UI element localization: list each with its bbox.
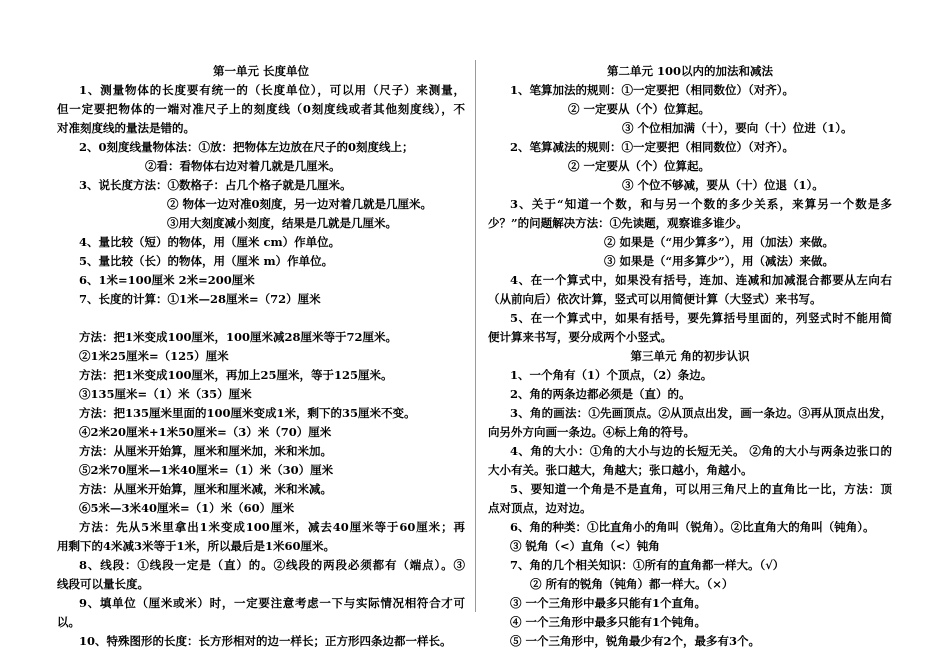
text-line: 方法：把1米变成100厘米，100厘米减28厘米等于72厘米。: [79, 330, 398, 344]
text-line: ③ 锐角（<）直角（<）钝角: [510, 539, 660, 553]
text-line: ② 一定要从（个）位算起。: [568, 159, 711, 173]
text-line: ② 物体一边对准0刻度，另一边对着几就是几厘米。: [167, 197, 433, 211]
column-divider: [475, 60, 476, 612]
unit2-title: 第二单元 100以内的加法和减法: [606, 64, 773, 78]
text-line: 6、角的种类：①比直角小的角叫（锐角）。②比直角大的角叫（钝角）。: [510, 520, 875, 534]
unit1-title: 第一单元 长度单位: [212, 64, 309, 78]
text-line: 大小有关。张口越大，角越大；张口越小，角越小。: [488, 463, 753, 477]
text-line: ⑤2米70厘米—1米40厘米=（1）米（30）厘米: [79, 463, 334, 477]
text-line: 1、测量物体的长度要有统一的（长度单位），可以用（尺子）来测量，: [79, 83, 465, 97]
text-line: 方法：把135厘米里面的100厘米变成1米，剩下的35厘米不变。: [79, 406, 416, 420]
text-line: ②看：看物体右边对着几就是几厘米。: [145, 159, 341, 173]
text-line: 但一定要把物体的一端对准尺子上的刻度线（0刻度线或者其他刻度线），不: [57, 102, 465, 116]
text-line: 以。: [57, 615, 80, 629]
text-line: 5、量比较（长）的物体，用（厘米 m）作单位。: [79, 254, 334, 268]
text-line: 6、1米=100厘米 2米=200厘米: [79, 273, 255, 287]
text-line: ②1米25厘米=（125）厘米: [79, 349, 229, 363]
text-line: 便计算来书写，要分成两个小竖式。: [488, 330, 672, 344]
text-line: 7、角的几个相关知识：①所有的直角都一样大。（√）: [510, 558, 785, 572]
text-line: ② 一定要从（个）位算起。: [568, 102, 711, 116]
text-line: ③ 如果是（“用多算少”），用（减法）来做。: [604, 254, 834, 268]
text-line: ③ 一个三角形中最多只能有1个直角。: [510, 596, 707, 610]
text-line: 3、说长度方法：①数格子：占几个格子就是几厘米。: [79, 178, 352, 192]
text-line: 线段可以量长度。: [57, 577, 149, 591]
text-line: 2、笔算减法的规则：①一定要把（相同数位）（对齐）。: [510, 140, 794, 154]
text-line: 向另外方向画一条边。④标上角的符号。: [488, 425, 695, 439]
text-line: 1、一个角有（1）个顶点，（2）条边。: [510, 368, 713, 382]
text-line: ③用大刻度减小刻度，结果是几就是几厘米。: [167, 216, 397, 230]
text-line: 点对顶点，边对边。: [488, 501, 592, 515]
text-line: 2、0刻度线量物体法：①放：把物体左边放在尺子的0刻度线上；: [79, 140, 414, 154]
unit3-title: 第三单元 角的初步认识: [630, 349, 750, 363]
text-line: ② 所有的锐角（钝角）都一样大。（×）: [530, 577, 734, 591]
text-line: 方法：从厘米开始算，厘米和厘米加，米和米加。: [79, 444, 332, 458]
text-line: 9、填单位（厘米或米）时，一定要注意考虑一下与实际情况相符合才可: [79, 596, 465, 610]
text-line: 2、角的两条边都必须是（直）的。: [510, 387, 691, 401]
text-line: ④ 一个三角形中最多只能有1个钝角。: [510, 615, 707, 629]
text-line: 5、在一个算式中，如果有括号，要先算括号里面的，列竖式时不能用简: [510, 311, 892, 325]
text-line: ④2米20厘米+1米50厘米=（3）米（70）厘米: [79, 425, 332, 439]
text-line: ③ 个位不够减，要从（十）位退（1）。: [622, 178, 824, 192]
text-line: 10、特殊图形的长度：长方形相对的边一样长；正方形四条边都一样长。: [79, 634, 452, 648]
text-line: ⑤ 一个三角形中，锐角最少有2个，最多有3个。: [510, 634, 761, 648]
text-line: 5、要知道一个角是不是直角，可以用三角尺上的直角比一比，方法：顶: [510, 482, 892, 496]
text-line: 方法：把1米变成100厘米，再加上25厘米，等于125厘米。: [79, 368, 393, 382]
right-column: [488, 62, 892, 651]
text-line: 方法：先从5米里拿出1米变成100厘米，减去40厘米等于60厘米；再: [79, 520, 465, 534]
text-line: 1、笔算加法的规则：①一定要把（相同数位）（对齐）。: [510, 83, 794, 97]
text-line: 用剩下的4米减3米等于1米，所以最后是1米60厘米。: [57, 539, 336, 553]
left-column: [57, 62, 465, 651]
text-line: 7、长度的计算：①1米—28厘米=（72）厘米: [79, 292, 321, 306]
text-line: ② 如果是（“用少算多”），用（加法）来做。: [604, 235, 834, 249]
text-line: ③135厘米=（1）米（35）厘米: [79, 387, 252, 401]
text-line: 4、在一个算式中，如果没有括号，连加、连减和加减混合都要从左向右: [510, 273, 892, 287]
text-line: 4、角的大小：①角的大小与边的长短无关。 ②角的大小与两条边张口的: [510, 444, 892, 458]
text-line: 3、关于“知道一个数，和与另一个数的多少关系，来算另一个数是多: [510, 197, 892, 211]
text-line: ③ 个位相加满（十），要向（十）位进（1）。: [622, 121, 853, 135]
text-line: 对准刻度线的量法是错的。: [57, 121, 195, 135]
text-line: （从前向后）依次计算，竖式可以用简便计算（大竖式）来书写。: [488, 292, 822, 306]
text-line: 方法：从厘米开始算，厘米和厘米减，米和米减。: [79, 482, 332, 496]
text-line: 少？”的问题解决方法：①先读题，观察谁多谁少。: [488, 216, 748, 230]
text-line: ⑥5米—3米40厘米=（1）米（60）厘米: [79, 501, 295, 515]
text-line: 8、线段：①线段一定是（直）的。②线段的两段必须都有（端点）。③: [79, 558, 465, 572]
blank-line: [57, 309, 465, 328]
text-line: 4、量比较（短）的物体，用（厘米 cm）作单位。: [79, 235, 341, 249]
text-line: 3、角的画法：①先画顶点。②从顶点出发，画一条边。③再从顶点出发，: [510, 406, 892, 420]
